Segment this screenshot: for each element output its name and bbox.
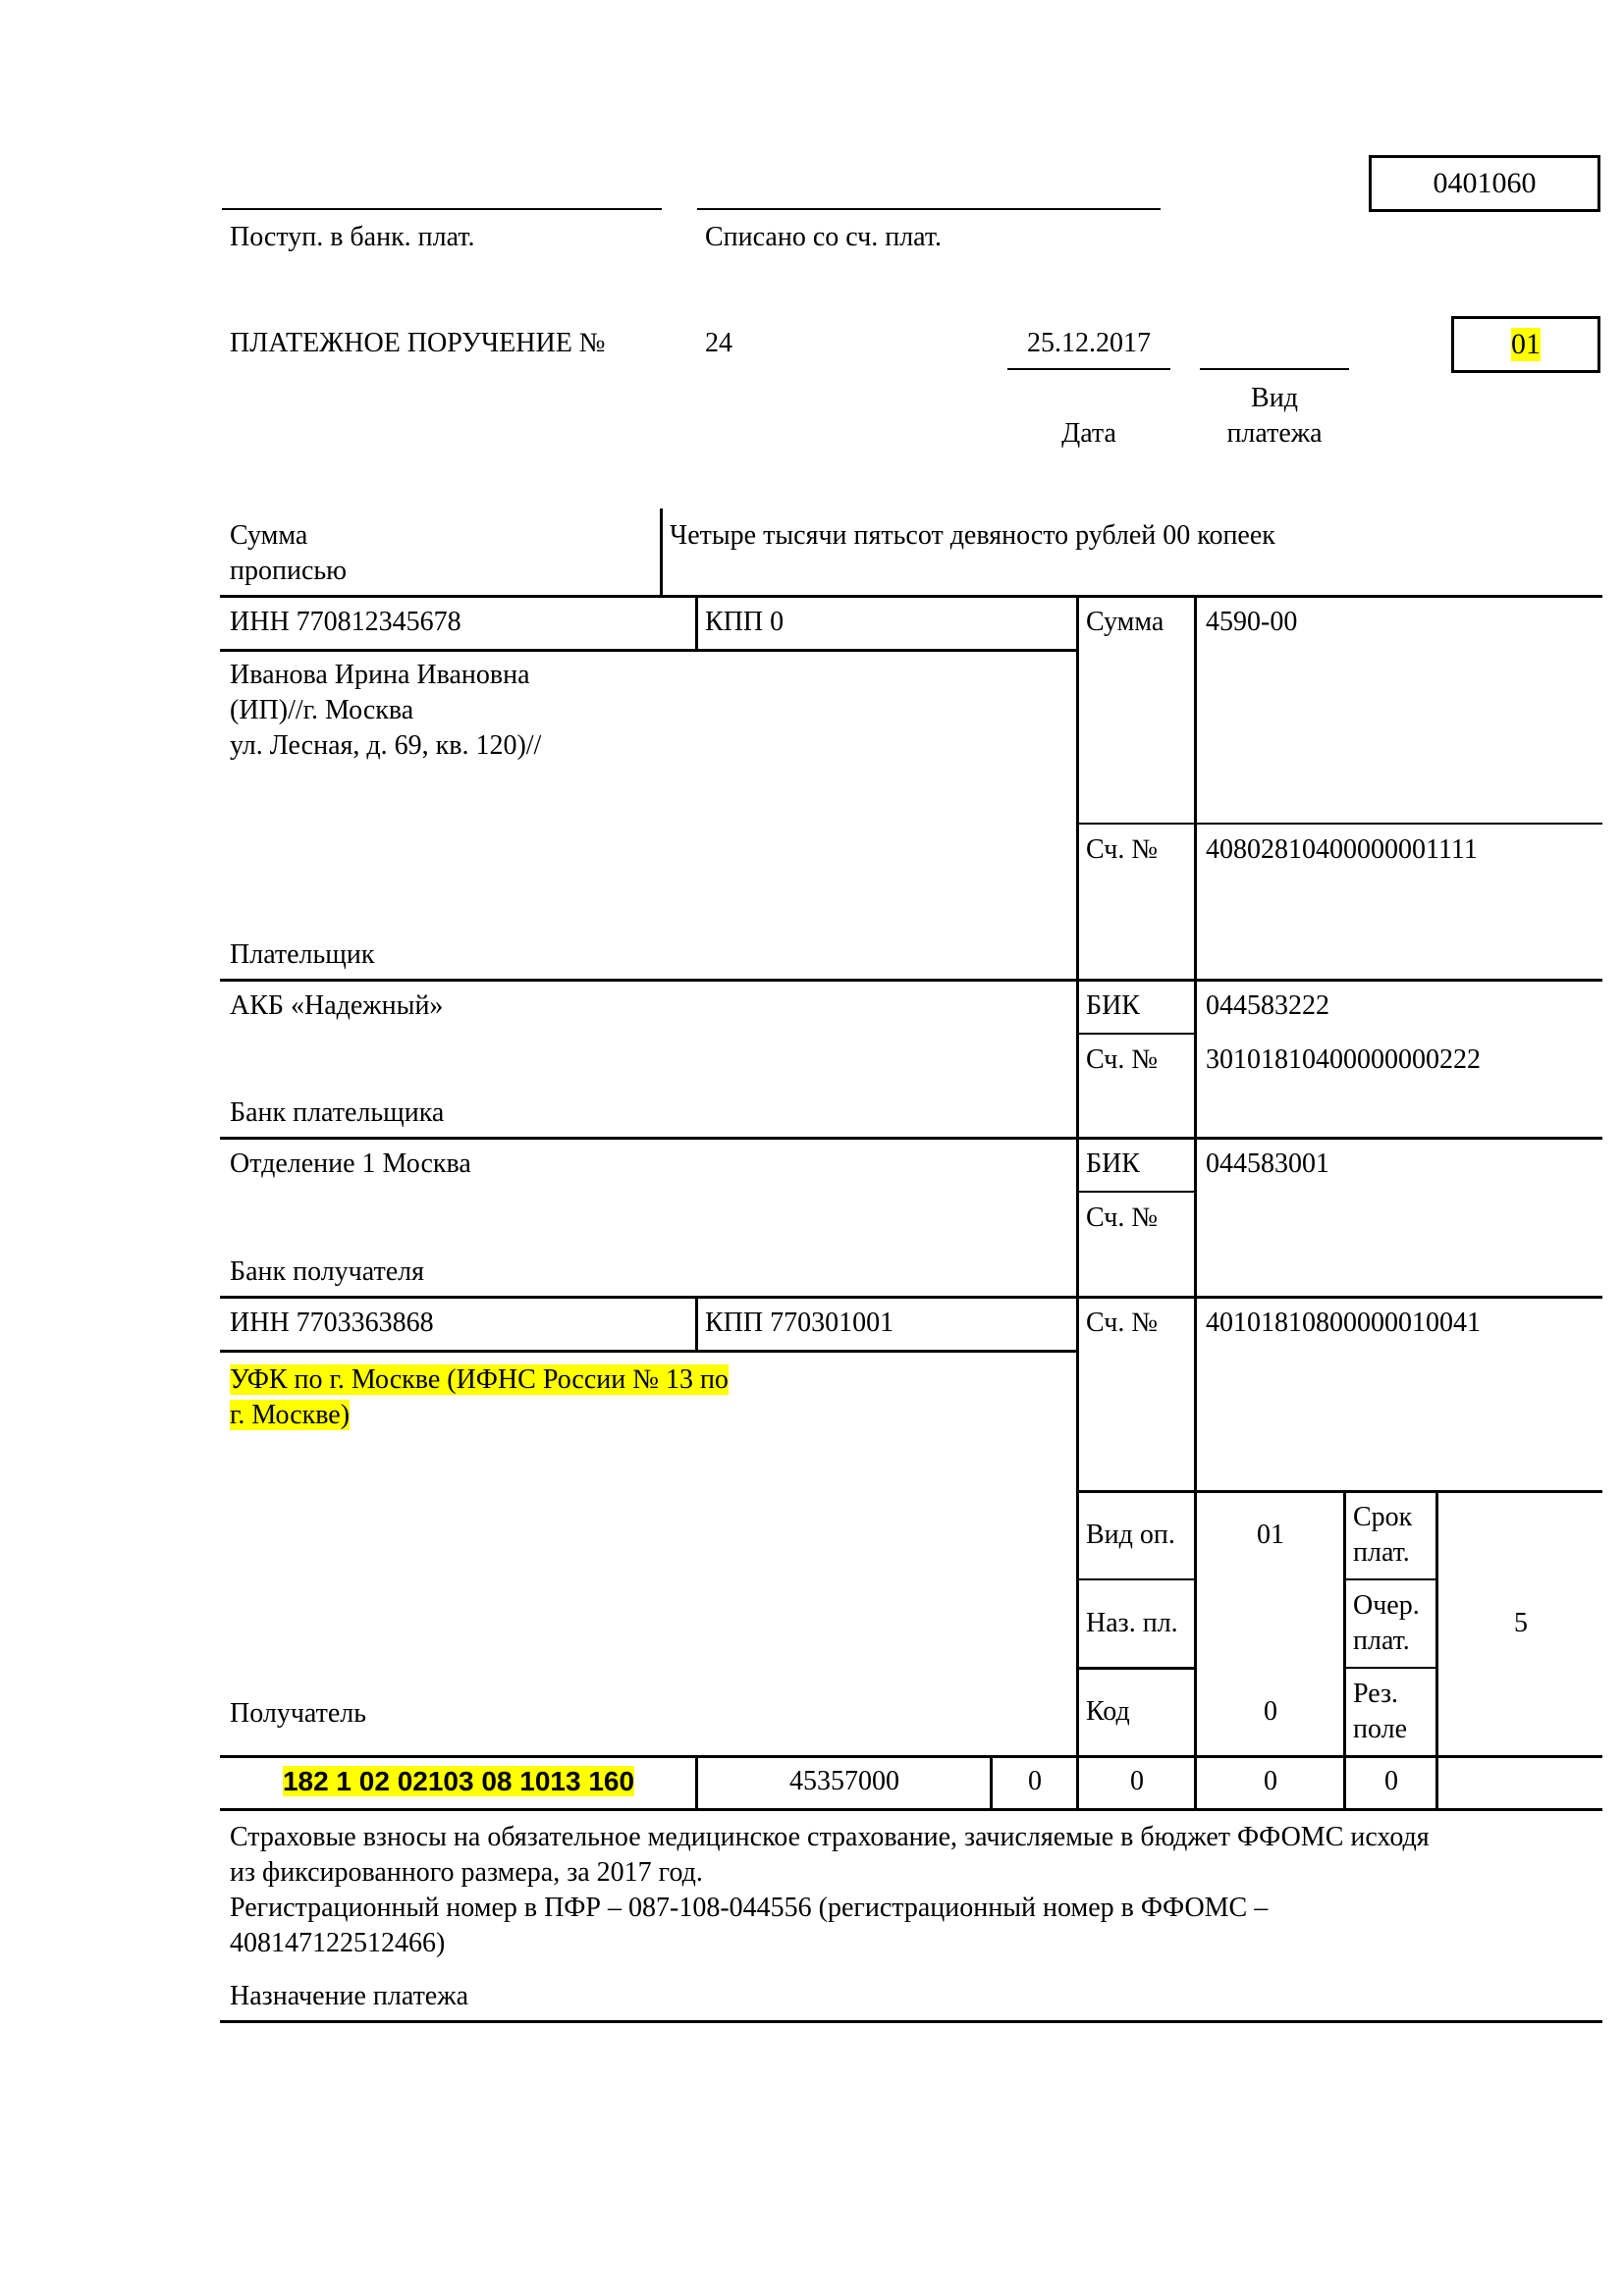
form-code: 0401060 (1433, 167, 1537, 199)
row-line-budget-top (220, 1755, 1602, 1758)
rez-label-2: поле (1353, 1714, 1408, 1744)
ocher-label-1: Очер. (1353, 1590, 1420, 1621)
budget-field-3: 0 (1264, 1766, 1277, 1796)
kbk-value: 182 1 02 02103 08 1013 160 (282, 1766, 635, 1796)
col-line-srok-left (1343, 1490, 1346, 1811)
payee-bank-name: Отделение 1 Москва (230, 1148, 471, 1179)
kbk-cell (222, 1764, 695, 1800)
payee-bank-account-label: Сч. № (1086, 1202, 1159, 1233)
debited-label: Списано со сч. плат. (705, 222, 942, 252)
row-line-naz-pl-bottom (1078, 1667, 1196, 1670)
payer-kpp: КПП 0 (705, 607, 785, 637)
budget-field-1: 0 (1028, 1766, 1042, 1796)
rez-label-1: Рез. (1353, 1679, 1399, 1709)
row-line-vid-op-bottom (1078, 1578, 1196, 1580)
row-line-ocher-bottom (1345, 1667, 1437, 1669)
payee-account: 40101810800000010041 (1206, 1308, 1481, 1338)
payee-name-line-1 (230, 1362, 729, 1398)
srok-label-2: плат. (1353, 1537, 1410, 1568)
received-label: Поступ. в банк. плат. (230, 222, 475, 252)
amount-words-value: Четыре тысячи пятьсот девяносто рублей 00 копеек (670, 520, 1275, 551)
ocher-value: 5 (1514, 1608, 1528, 1638)
row-line-payer-bank-top (220, 979, 1602, 982)
payer-name-line-3: ул. Лесная, д. 69, кв. 120)// (230, 730, 542, 761)
payer-bank-account: 30101810400000000222 (1206, 1044, 1481, 1075)
payee-bank-bik-label: БИК (1086, 1148, 1140, 1179)
payee-name-line-2 (230, 1398, 350, 1433)
col-line-labels-left (1076, 595, 1079, 1811)
kod-value: 0 (1264, 1696, 1277, 1727)
payee-label: Получатель (230, 1698, 367, 1729)
row-line-purpose-bottom (220, 2020, 1602, 2023)
payee-name-line-1-text: УФК по г. Москве (ИФНС России № 13 по (230, 1364, 729, 1395)
date-label: Дата (1061, 418, 1116, 449)
naz-pl-label: Наз. пл. (1086, 1608, 1178, 1638)
date-line (1007, 368, 1170, 370)
payer-bank-label: Банк плательщика (230, 1097, 445, 1128)
payee-bank-bik: 044583001 (1206, 1148, 1329, 1179)
srok-label-1: Срок (1353, 1502, 1413, 1532)
col-line-labels-right (1194, 595, 1197, 1811)
row-line-srok-bottom (1345, 1578, 1437, 1580)
payer-inn: ИНН 770812345678 (230, 607, 461, 637)
payee-inn: ИНН 7703363868 (230, 1308, 434, 1338)
payer-bank-account-label: Сч. № (1086, 1044, 1159, 1075)
row-line-payee-bik-bottom (1078, 1191, 1196, 1193)
row-line-sum-bottom (1078, 823, 1602, 825)
col-line-kpp-payee (695, 1296, 698, 1353)
col-line-budget-1 (695, 1755, 698, 1811)
payer-name-line-1: Иванова Ирина Ивановна (230, 660, 530, 690)
order-date: 25.12.2017 (1027, 328, 1151, 358)
payee-name-line-2-text: г. Москве) (230, 1400, 351, 1430)
form-code-box (1369, 155, 1600, 212)
col-line-srok-right (1435, 1490, 1438, 1811)
status-code-box (1451, 316, 1600, 373)
amount-words-divider (660, 508, 663, 597)
payer-name-line-2: (ИП)//г. Москва (230, 695, 414, 725)
purpose-label: Назначение платежа (230, 1981, 469, 2011)
payer-account-label: Сч. № (1086, 834, 1159, 865)
payment-type-label-1: Вид (1251, 383, 1298, 413)
row-line-payer-bik-bottom (1078, 1033, 1196, 1035)
col-line-kpp (695, 595, 698, 652)
page-title: ПЛАТЕЖНОЕ ПОРУЧЕНИЕ № (230, 328, 606, 358)
purpose-line-4: 408147122512466) (230, 1928, 446, 1958)
row-line-operation-top (1078, 1490, 1602, 1493)
ocher-label-2: плат. (1353, 1626, 1410, 1656)
payer-bank-bik-label: БИК (1086, 990, 1140, 1021)
payer-sum-value: 4590-00 (1206, 607, 1298, 637)
payment-type-label-2: платежа (1226, 418, 1323, 449)
row-line-budget-bottom (220, 1808, 1602, 1811)
row-line-payee-top (220, 1296, 1602, 1299)
payee-account-label: Сч. № (1086, 1308, 1159, 1338)
payer-sum-label: Сумма (1086, 607, 1164, 637)
purpose-line-1: Страховые взносы на обязательное медицинское страхование, зачисляемые в бюджет ФФОМС исходя (230, 1822, 1430, 1852)
budget-field-4: 0 (1384, 1766, 1398, 1796)
oktmo-value: 45357000 (789, 1766, 899, 1796)
payee-bank-label: Банк получателя (230, 1256, 424, 1287)
row-line-payee-bank-top (220, 1137, 1602, 1140)
payment-type-line (1200, 368, 1349, 370)
amount-words-label-2: прописью (230, 556, 348, 586)
kod-label: Код (1086, 1696, 1130, 1727)
vid-op-value: 01 (1257, 1520, 1284, 1550)
payee-kpp: КПП 770301001 (705, 1308, 894, 1338)
amount-words-label-1: Сумма (230, 520, 308, 551)
budget-field-2: 0 (1130, 1766, 1144, 1796)
status-code: 01 (1511, 328, 1541, 360)
payer-bank-name: АКБ «Надежный» (230, 990, 444, 1021)
debited-line (697, 208, 1161, 210)
col-line-budget-2 (990, 1755, 993, 1811)
payer-label: Плательщик (230, 939, 375, 970)
purpose-line-3: Регистрационный номер в ПФР – 087-108-044556 (регистрационный номер в ФФОМС – (230, 1893, 1269, 1923)
order-number: 24 (705, 328, 732, 358)
row-line-payer-top (220, 595, 1602, 598)
purpose-line-2: из фиксированного размера, за 2017 год. (230, 1857, 703, 1888)
payer-account: 40802810400000001111 (1206, 834, 1478, 865)
row-line-inn-bottom (220, 649, 1078, 652)
payer-bank-bik: 044583222 (1206, 990, 1329, 1021)
row-line-payee-inn-bottom (220, 1350, 1078, 1353)
received-line (222, 208, 662, 210)
vid-op-label: Вид оп. (1086, 1520, 1175, 1550)
